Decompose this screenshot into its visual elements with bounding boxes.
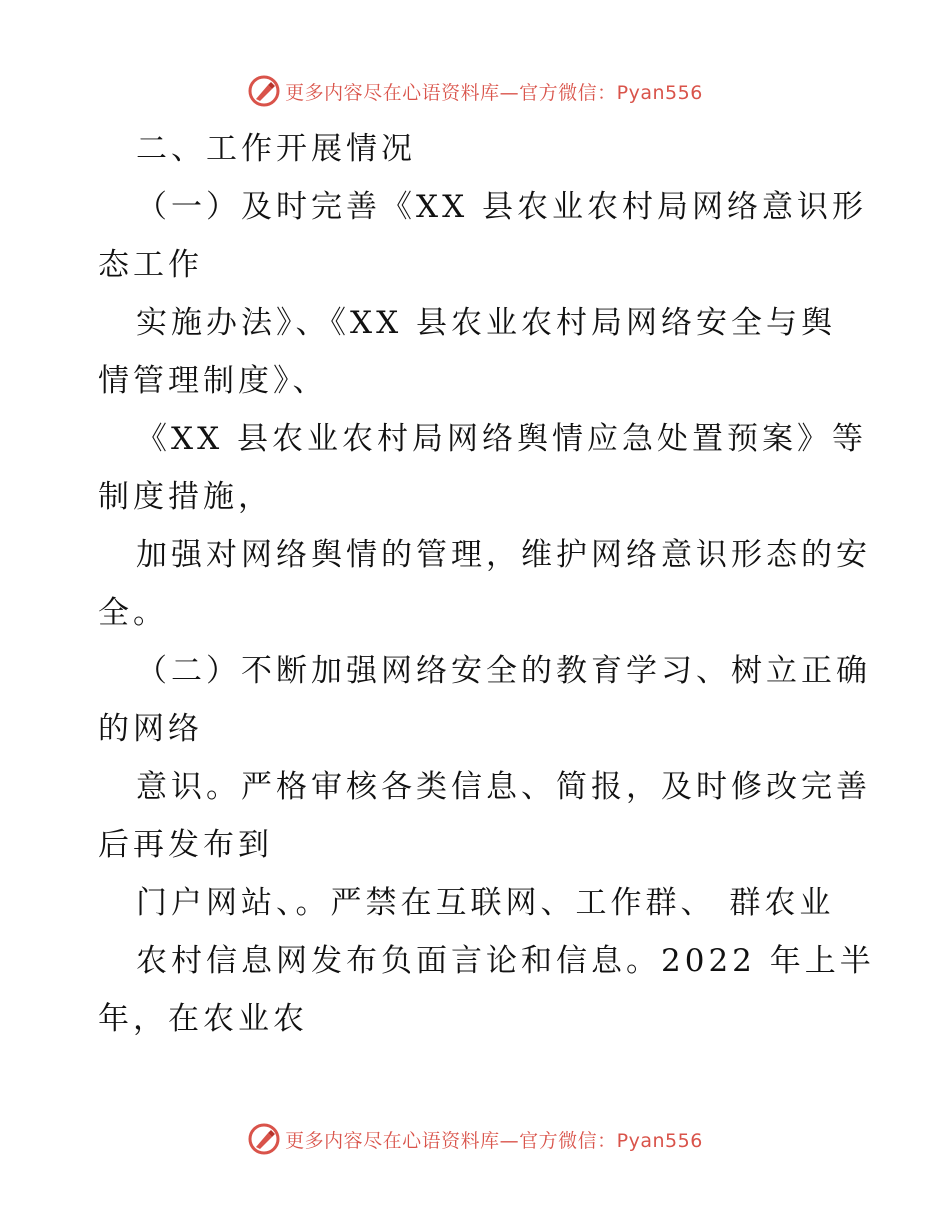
banner-text: 更多内容尽在心语资料库—官方微信：Pyan556 <box>285 1129 703 1152</box>
paragraph-line: 情管理制度》、 <box>98 363 328 399</box>
paragraph-line: 态工作 <box>98 247 203 283</box>
banner-text: 更多内容尽在心语资料库—官方微信：Pyan556 <box>285 81 703 104</box>
paragraph-line: 的网络 <box>98 711 203 747</box>
pen-logo-icon <box>247 74 281 108</box>
paragraph-line: 加强对网络舆情的管理，维护网络意识形态的安 <box>136 537 871 573</box>
paragraph-line: 年，在农业农 <box>98 1001 308 1037</box>
pen-logo-icon <box>247 1122 281 1156</box>
paragraph-line: （一）及时完善《XX 县农业农村局网络意识形 <box>136 189 867 225</box>
document-body <box>98 120 875 1048</box>
footer-banner <box>0 1119 950 1159</box>
header-banner <box>0 71 950 111</box>
paragraph-line: 门户网站、。严禁在互联网、工作群、 群农业 <box>136 885 835 921</box>
paragraph-line: 全。 <box>98 595 168 631</box>
paragraph-line: 农村信息网发布负面言论和信息。2022 年上半 <box>136 943 875 979</box>
paragraph-line: 后再发布到 <box>98 827 273 863</box>
paragraph-line: （二）不断加强网络安全的教育学习、树立正确 <box>136 653 871 689</box>
paragraph-line: 意识。严格审核各类信息、简报，及时修改完善 <box>136 769 871 805</box>
paragraph-line: 实施办法》、《XX 县农业农村局网络安全与舆 <box>136 305 836 341</box>
paragraph-line: 《XX 县农业农村局网络舆情应急处置预案》等 <box>136 421 867 457</box>
section-heading: 二、工作开展情况 <box>136 131 416 167</box>
paragraph-line: 制度措施， <box>98 479 273 515</box>
